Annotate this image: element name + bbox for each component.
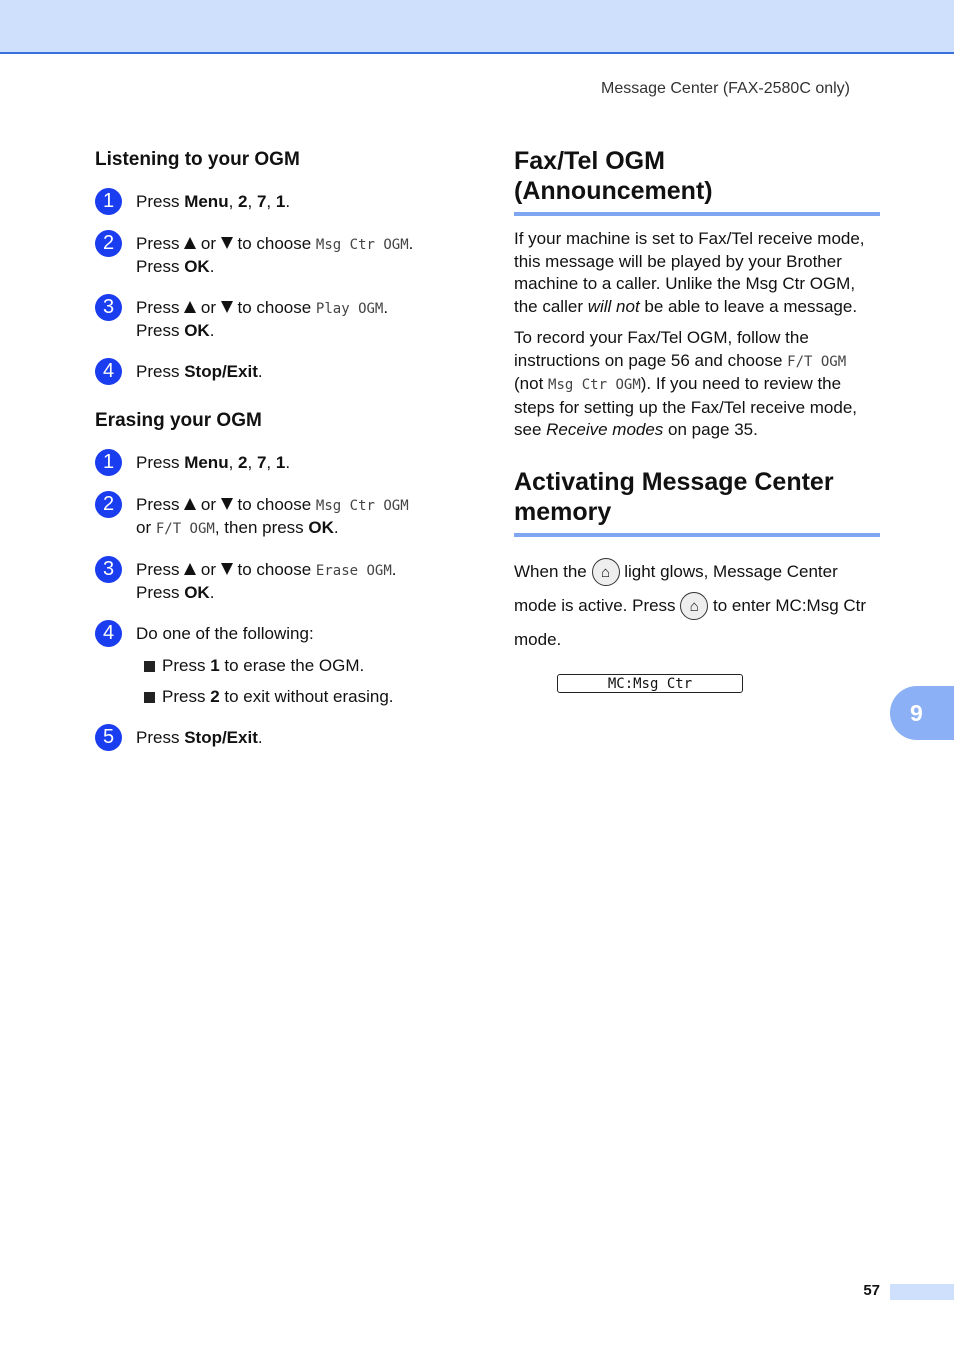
- erasing-step-3: 3 Press or to choose Erase OGM. Press OK.: [95, 559, 475, 604]
- down-arrow-icon: [221, 237, 233, 249]
- right-column: [514, 146, 880, 697]
- up-arrow-icon: [184, 498, 196, 510]
- top-banner: [0, 0, 954, 54]
- step-number-badge: 4: [95, 620, 122, 647]
- down-arrow-icon: [221, 498, 233, 510]
- step-number-badge: 3: [95, 294, 122, 321]
- footer-bar: [890, 1284, 954, 1300]
- listening-step-4: 4 Press Stop/Exit.: [95, 361, 475, 383]
- erasing-step-4: 4 Do one of the following:: [95, 623, 475, 645]
- step-number-badge: 5: [95, 724, 122, 751]
- faxtel-paragraph-2: To record your Fax/Tel OGM, follow the instructions on page 56 and choose F/T OGM (not Msg Ctr OGM). If you need to review the steps for setting up the Fax/Tel receive mode, see Receive modes on page 35.: [514, 328, 858, 439]
- up-arrow-icon: [184, 301, 196, 313]
- section-title-erasing: Erasing your OGM: [95, 410, 262, 431]
- listening-step-2: 2 Press or to choose Msg Ctr OGM. Press OK.: [95, 233, 475, 278]
- down-arrow-icon: [221, 301, 233, 313]
- section-title-listening: Listening to your OGM: [95, 149, 300, 170]
- bullet-erase: Press 1 to erase the OGM.: [136, 655, 475, 677]
- step-number-badge: 4: [95, 358, 122, 385]
- bullet-exit: Press 2 to exit without erasing.: [136, 686, 475, 708]
- chapter-tab: 9: [890, 686, 954, 740]
- erasing-step-2: 2 Press or to choose Msg Ctr OGM or F/T OGM, then press OK.: [95, 494, 475, 540]
- message-center-icon: ⌂: [592, 558, 620, 586]
- erasing-step-1: 1 Press Menu, 2, 7, 1.: [95, 452, 475, 474]
- step-number-badge: 1: [95, 449, 122, 476]
- step-number-badge: 2: [95, 491, 122, 518]
- message-center-icon: ⌂: [680, 592, 708, 620]
- square-bullet-icon: [144, 661, 155, 672]
- faxtel-paragraph-1: If your machine is set to Fax/Tel receive mode, this message will be played by your Brother machine to a caller. Unlike the Msg Ctr OGM, the caller will not be able to leave a message.: [514, 229, 865, 316]
- section-title-faxtel: Fax/Tel OGM (Announcement): [514, 146, 880, 216]
- activating-paragraph: When the ⌂ light glows, Message Center mode is active. Press ⌂ to enter MC:Msg Ctr mode.: [514, 555, 880, 657]
- listening-step-3: 3 Press or to choose Play OGM. Press OK.: [95, 297, 475, 342]
- lcd-display: MC:Msg Ctr: [557, 674, 743, 693]
- page-number: 57: [863, 1282, 880, 1299]
- listening-step-1: 1 Press Menu, 2, 7, 1.: [95, 191, 475, 213]
- up-arrow-icon: [184, 237, 196, 249]
- down-arrow-icon: [221, 563, 233, 575]
- square-bullet-icon: [144, 692, 155, 703]
- step-number-badge: 3: [95, 556, 122, 583]
- left-column: [95, 146, 475, 749]
- running-header: Message Center (FAX-2580C only): [601, 80, 850, 97]
- erasing-step-5: 5 Press Stop/Exit.: [95, 727, 475, 749]
- up-arrow-icon: [184, 563, 196, 575]
- step-number-badge: 2: [95, 230, 122, 257]
- step-number-badge: 1: [95, 188, 122, 215]
- section-title-activating: Activating Message Center memory: [514, 467, 880, 537]
